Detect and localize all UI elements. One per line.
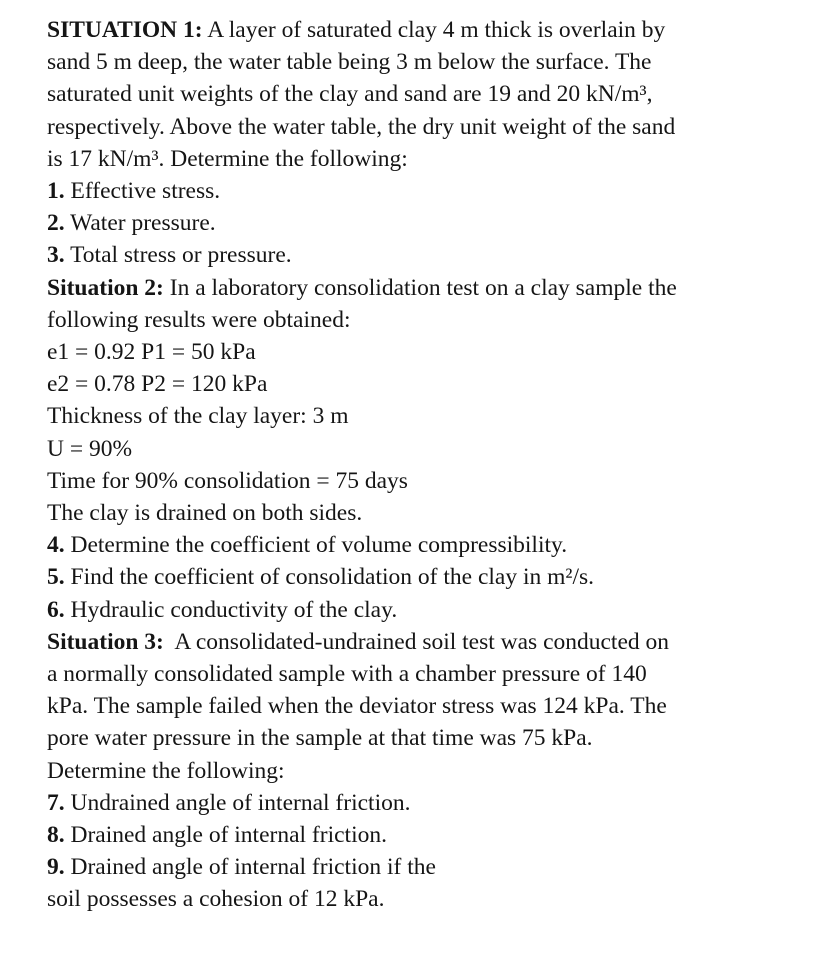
question-number: 9. (47, 854, 65, 881)
text-line: The clay is drained on both sides. (47, 500, 363, 527)
question-text: Drained angle of internal friction if the (64, 854, 436, 881)
text-line: A layer of saturated clay 4 m thick is overlain by (202, 17, 666, 43)
text-line: kPa. The sample failed when the deviator stress was 124 kPa. The (47, 693, 667, 720)
situation-1-heading: SITUATION 1: (47, 17, 203, 43)
question-item-9 (47, 851, 788, 883)
situation-1 (47, 14, 788, 272)
situation-3 (47, 626, 788, 916)
question-item-3 (47, 239, 788, 271)
question-number: 7. (47, 789, 65, 816)
question-number: 8. (47, 822, 65, 849)
question-item-6 (47, 594, 788, 626)
question-text: Water pressure. (64, 210, 216, 237)
question-number: 4. (47, 532, 65, 559)
question-number: 1. (47, 178, 65, 205)
question-text: Hydraulic conductivity of the clay. (64, 596, 398, 623)
question-item-7 (47, 787, 788, 819)
text-line: Determine the following: (47, 757, 285, 784)
situation-2-heading: Situation 2: (47, 274, 164, 301)
text-line: U = 90% (47, 435, 133, 462)
question-text: Drained angle of internal friction. (64, 822, 387, 849)
text-line: respectively. Above the water table, the dry unit weight of the sand (47, 113, 676, 140)
situation-2-intro-line (47, 272, 788, 304)
text-line: e2 = 0.78 P2 = 120 kPa (47, 371, 268, 398)
text-line: sand 5 m deep, the water table being 3 m below the surface. The (47, 49, 652, 76)
situation-3-heading: Situation 3: (47, 628, 164, 655)
situation-2 (47, 272, 788, 626)
text-line: Thickness of the clay layer: 3 m (47, 403, 349, 430)
text-line: pore water pressure in the sample at that time was 75 kPa. (47, 725, 593, 752)
question-item-1 (47, 175, 788, 207)
text-line: a normally consolidated sample with a chamber pressure of 140 (47, 661, 647, 688)
text-line: saturated unit weights of the clay and sand are 19 and 20 kN/m³, (47, 81, 653, 108)
question-text: Find the coefficient of consolidation of the clay in m²/s. (64, 564, 594, 591)
text-line: Time for 90% consolidation = 75 days (47, 467, 408, 494)
question-item-4 (47, 529, 788, 561)
question-number: 2. (47, 210, 65, 237)
text-line: soil possesses a cohesion of 12 kPa. (47, 886, 385, 913)
question-text: Effective stress. (64, 178, 221, 205)
question-text: Undrained angle of internal friction. (64, 789, 411, 816)
question-item-2 (47, 207, 788, 239)
question-number: 5. (47, 564, 65, 591)
question-text: Total stress or pressure. (64, 242, 292, 269)
situation-3-intro-line (47, 626, 788, 658)
situation-1-intro-line (47, 14, 788, 46)
question-number: 6. (47, 596, 65, 623)
question-text: Determine the coefficient of volume compressibility. (64, 532, 568, 559)
question-number: 3. (47, 242, 65, 269)
text-line: e1 = 0.92 P1 = 50 kPa (47, 339, 256, 366)
text-line: is 17 kN/m³. Determine the following: (47, 145, 408, 172)
text-line: In a laboratory consolidation test on a clay sample the (163, 274, 677, 301)
question-item-8 (47, 819, 788, 851)
text-line: following results were obtained: (47, 306, 351, 333)
question-item-5 (47, 561, 788, 593)
text-line: A consolidated-undrained soil test was conducted on (163, 628, 670, 655)
